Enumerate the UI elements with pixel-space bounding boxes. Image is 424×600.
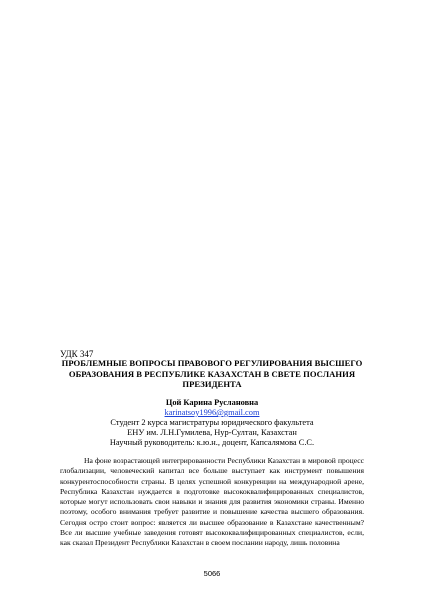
page-number: 5066 (203, 569, 221, 578)
author-name: Цой Карина Руслановна (165, 398, 259, 407)
affiliation-line-2: ЕНУ им. Л.Н.Гумилева, Нур-Султан, Казахстан (127, 428, 297, 437)
affiliation-line-1: Студент 2 курса магистратуры юридического факультета (110, 418, 314, 427)
body-paragraph: На фоне возрастающей интегрированности Республики Казахстан в мировой процесс глобализации, человеческий капитал все больше выступает как инструмент повышения конкурентоспособности страны. В целях успешной конкуренции на международной арене, Республика Казахстан нуждается в подготовке высококвалифицированных специалистов, которые могут использовать свои навыки и знания для развития экономики страны. Именно поэтому, особого внимания требует развитие и повышение качества высшего образования. Сегодня остро стоит вопрос: является ли высшее образование в Казахстане качественным? Все ли высшие учебные заведения готовят высококвалифицированных специалистов, если, как сказал Президент Республики Казахстан в своем послании народу, лишь половина (60, 456, 364, 548)
author-affiliation (56, 418, 368, 448)
article-title: ПРОБЛЕМНЫЕ ВОПРОСЫ ПРАВОВОГО РЕГУЛИРОВАНИЯ ВЫСШЕГО ОБРАЗОВАНИЯ В РЕСПУБЛИКЕ КАЗАХСТАН В СВЕТЕ ПОСЛАНИЯ ПРЕЗИДЕНТА (61, 358, 363, 389)
udk-code: УДК 347 (60, 349, 94, 359)
author-email-link[interactable]: karinatsoy1996@gmail.com (164, 408, 260, 417)
supervisor-line: Научный руководитель: к.ю.н., доцент, Капсалямова С.С. (109, 438, 315, 447)
